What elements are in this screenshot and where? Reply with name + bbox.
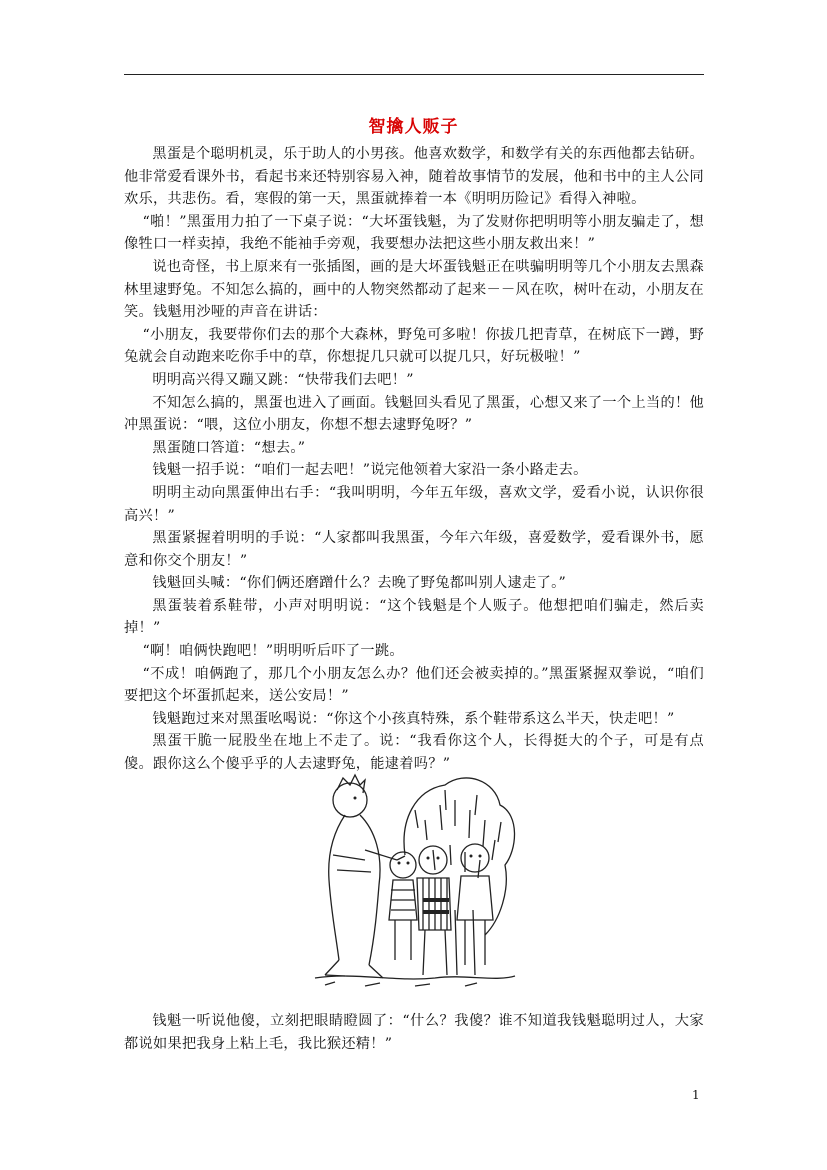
paragraph: 明明主动向黑蛋伸出右手：“我叫明明，今年五年级，喜欢文学，爱看小说，认识你很高兴！” bbox=[124, 484, 704, 524]
paragraph: 钱魁回头喊：“你们俩还磨蹭什么？去晚了野兔都叫别人逮走了。” bbox=[152, 575, 567, 592]
paragraph: 钱魁一招手说：“咱们一起去吧！”说完他领着大家沿一条小路走去。 bbox=[152, 462, 588, 479]
paragraph: 说也奇怪，书上原来有一张插图，画的是大坏蛋钱魁正在哄骗明明等几个小朋友去黑森林里逮野兔。不知怎么搞的，画中的人物突然都动了起来－－风在吹，树叶在动，小朋友在笑。钱魁用沙哑的声音在讲话： bbox=[124, 258, 704, 321]
paragraph: 黑蛋随口答道：“想去。” bbox=[152, 439, 306, 456]
page-number: 1 bbox=[692, 1088, 700, 1102]
story-title: 智擒人贩子 bbox=[368, 117, 459, 137]
story-illustration bbox=[305, 760, 520, 995]
paragraph: 黑蛋装着系鞋带，小声对明明说：“这个钱魁是个人贩子。他想把咱们骗走，然后卖掉！” bbox=[124, 597, 704, 637]
paragraph: 钱魁跑过来对黑蛋吆喝说：“你这个小孩真特殊，系个鞋带系这么半天，快走吧！” bbox=[152, 710, 675, 727]
paragraph: “小朋友，我要带你们去的那个大森林，野兔可多啦！你拔几把青草，在树底下一蹲，野兔就会自动跑来吃你手中的草，你想捉几只就可以捉几只，好玩极啦！” bbox=[124, 326, 704, 366]
paragraph: 黑蛋是个聪明机灵，乐于助人的小男孩。他喜欢数学，和数学有关的东西他都去钻研。他非常爱看课外书，看起书来还特别容易入神，随着故事情节的发展，他和书中的主人公同欢乐，共悲伤。看，寒假的第一天，黑蛋就捧着一本《明明历险记》看得入神啦。 bbox=[124, 146, 704, 208]
paragraph: “不成！咱俩跑了，那几个小朋友怎么办？他们还会被卖掉的。”黑蛋紧握双拳说，“咱们要把这个坏蛋抓起来，送公安局！” bbox=[124, 665, 704, 705]
paragraph: “啪！”黑蛋用力拍了一下桌子说：“大坏蛋钱魁，为了发财你把明明等小朋友骗走了，想像牲口一样卖掉，我绝不能袖手旁观，我要想办法把这些小朋友救出来！” bbox=[124, 213, 704, 253]
story-body bbox=[124, 143, 704, 776]
paragraph: 黑蛋干脆一屁股坐在地上不走了。说：“我看你这个人，长得挺大的个子，可是有点傻。跟你这么个傻乎乎的人去逮野兔，能逮着吗？” bbox=[124, 733, 704, 773]
story-body-continued bbox=[124, 1010, 704, 1055]
paragraph: 明明高兴得又蹦又跳：“快带我们去吧！” bbox=[152, 371, 414, 388]
header-rule bbox=[124, 74, 704, 75]
paragraph: 黑蛋紧握着明明的手说：“人家都叫我黑蛋，今年六年级，喜爱数学，爱看课外书，愿意和你交个朋友！” bbox=[124, 530, 704, 569]
paragraph: “啊！咱俩快跑吧！”明明听后吓了一跳。 bbox=[142, 643, 404, 660]
paragraph: 钱魁一听说他傻，立刻把眼睛瞪圆了：“什么？我傻？谁不知道我钱魁聪明过人，大家都说如果把我身上粘上毛，我比猴还精！” bbox=[124, 1013, 704, 1052]
paragraph: 不知怎么搞的，黑蛋也进入了画面。钱魁回头看见了黑蛋，心想又来了一个上当的！他冲黑蛋说：“喂，这位小朋友，你想不想去逮野兔呀？” bbox=[124, 394, 704, 434]
